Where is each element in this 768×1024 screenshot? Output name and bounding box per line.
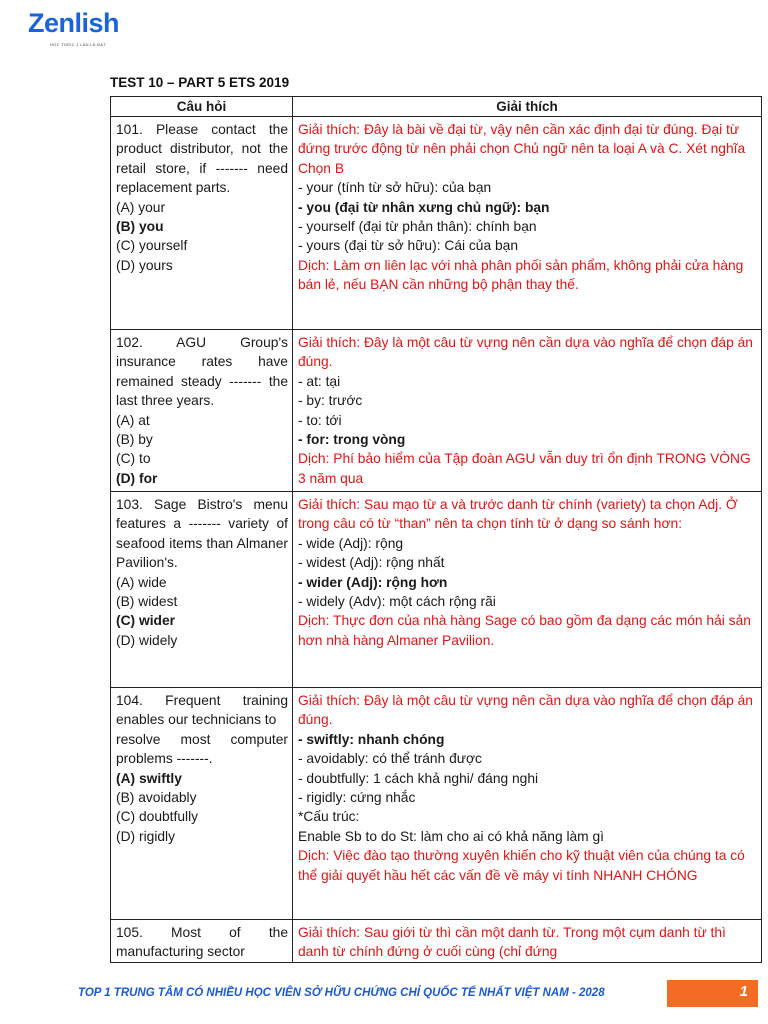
explanation-note: Dịch: Phí bảo hiểm của Tập đoàn AGU vẫn duy trì ổn định TRONG VÒNG 3 năm qua	[298, 451, 751, 486]
header-question: Câu hỏi	[111, 97, 293, 117]
answer-option: (D) rigidly	[116, 828, 176, 844]
answer-option: (B) widest	[116, 594, 178, 610]
explanation-note: Dịch: Làm ơn liên lạc với nhà phân phối sản phẩm, không phải cửa hàng bán lẻ, nếu BẠN cần những bộ phận thay thế.	[298, 257, 744, 293]
answer-option: (A) at	[116, 412, 150, 428]
document-title: TEST 10 – PART 5 ETS 2019	[110, 75, 290, 90]
vocab-item: - wider (Adj): rộng hơn	[298, 574, 448, 590]
question-cell	[111, 330, 293, 492]
explanation-note: Dịch: Thực đơn của nhà hàng Sage có bao gồm đa dạng các món hải sản hơn nhà hàng Almaner Pavilion.	[298, 613, 751, 648]
explanation-cell	[293, 330, 762, 492]
explanation-note: Giải thích: Đây là một câu từ vựng nên cần dựa vào nghĩa để chọn đáp án đúng.	[298, 693, 753, 728]
vocab-item: Enable Sb to do St: làm cho ai có khả năng làm gì	[298, 828, 605, 844]
question-cell	[111, 117, 293, 330]
explanation-note: Giải thích: Sau mạo từ a và trước danh từ chính (variety) ta chọn Adj. Ở trong câu có từ “than” nên ta chọn tính từ ở dạng so sánh hơn:	[298, 497, 738, 532]
explanation-cell	[293, 492, 762, 688]
table-row	[111, 330, 762, 492]
qa-table	[110, 96, 762, 963]
answer-option: (C) wider	[116, 613, 176, 629]
vocab-item: - by: trước	[298, 393, 363, 409]
explanation-note: Giải thích: Đây là bài về đại từ, vậy nên cần xác định đại từ đúng. Đại từ đứng trước động từ nên phải chọn Chủ ngữ nên ta loại A và C. Xét nghĩa Chọn B	[298, 122, 746, 176]
page-number-box	[667, 980, 758, 1007]
answer-option: (D) yours	[116, 257, 173, 273]
answer-option: (A) swiftly	[116, 770, 182, 786]
explanation-note: Dịch: Việc đào tạo thường xuyên khiến cho kỹ thuật viên của chúng ta có thể giải quyết hầu hết các vấn đề về máy vi tính NHANH CHÓNG	[298, 848, 745, 883]
answer-option: (D) for	[116, 470, 158, 486]
vocab-item: - widest (Adj): rộng nhất	[298, 555, 445, 571]
vocab-item: - for: trong vòng	[298, 432, 406, 448]
vocab-item: - your (tính từ sở hữu): của bạn	[298, 180, 492, 196]
answer-option: (C) doubtfully	[116, 809, 199, 825]
explanation-note: Giải thích: Đây là một câu từ vựng nên cần dựa vào nghĩa để chọn đáp án đúng.	[298, 335, 753, 370]
explanation-cell	[293, 688, 762, 920]
vocab-item: - yourself (đại từ phản thân): chính bạn	[298, 219, 537, 235]
question-cell	[111, 920, 293, 963]
explanation-cell	[293, 117, 762, 330]
table-body	[111, 117, 762, 963]
question-cell	[111, 688, 293, 920]
table-row	[111, 688, 762, 920]
table-row	[111, 920, 762, 963]
explanation-note: Giải thích: Sau giới từ thì cần một danh từ. Trong một cụm danh từ thì danh từ chính đứng ở cuối cùng (chỉ đứng	[298, 925, 726, 960]
answer-option: (D) widely	[116, 632, 178, 648]
vocab-item: - widely (Adv): một cách rộng rãi	[298, 594, 496, 610]
question-text: 103. Sage Bistro's menu features a ------- variety of seafood items than Almaner Pavilion's.	[116, 497, 288, 571]
answer-option: (B) you	[116, 219, 164, 235]
vocab-item: - avoidably: có thể tránh được	[298, 751, 482, 767]
answer-option: (A) your	[116, 199, 166, 215]
table-row	[111, 117, 762, 330]
answer-option: resolve most computer problems -------.	[116, 731, 288, 767]
explanation-cell	[293, 920, 762, 963]
question-cell	[111, 492, 293, 688]
answer-option: (B) avoidably	[116, 790, 197, 806]
vocab-item: - you (đại từ nhân xưng chủ ngữ): bạn	[298, 199, 550, 215]
page-number: 1	[739, 983, 748, 1000]
answer-option: (C) yourself	[116, 238, 188, 254]
table-header-row	[111, 97, 762, 117]
vocab-item: - yours (đại từ sở hữu): Cái của bạn	[298, 238, 518, 254]
question-text: 102. AGU Group's insurance rates have remained steady ------- the last three years.	[116, 335, 288, 409]
answer-option: (A) wide	[116, 574, 167, 590]
question-text: 105. Most of the manufacturing sector	[116, 925, 288, 960]
question-text: 101. Please contact the product distributor, not the retail store, if ------- need replacement parts.	[116, 122, 288, 196]
vocab-item: - wide (Adj): rộng	[298, 535, 404, 551]
answer-option: (B) by	[116, 432, 153, 448]
brand-logo	[28, 8, 138, 48]
header-explanation: Giải thích	[293, 97, 762, 117]
footer-slogan: TOP 1 TRUNG TÂM CÓ NHIỀU HỌC VIÊN SỞ HỮU CHỨNG CHỈ QUỐC TẾ NHẤT VIỆT NAM - 2028	[78, 987, 605, 999]
vocab-item: - to: tới	[298, 412, 342, 428]
vocab-item: - rigidly: cứng nhắc	[298, 790, 416, 806]
vocab-item: - swiftly: nhanh chóng	[298, 731, 445, 747]
brand-tagline: HỌC TOEIC 1 LẦN LÀ ĐẠT	[50, 42, 107, 47]
table-row	[111, 492, 762, 688]
brand-name: Zenlish	[28, 8, 120, 38]
vocab-item: - at: tại	[298, 373, 341, 389]
question-text: 104. Frequent training enables our technicians to	[116, 693, 288, 728]
vocab-item: *Cấu trúc:	[298, 809, 360, 825]
vocab-item: - doubtfully: 1 cách khả nghi/ đáng nghi	[298, 770, 539, 786]
answer-option: (C) to	[116, 451, 151, 467]
